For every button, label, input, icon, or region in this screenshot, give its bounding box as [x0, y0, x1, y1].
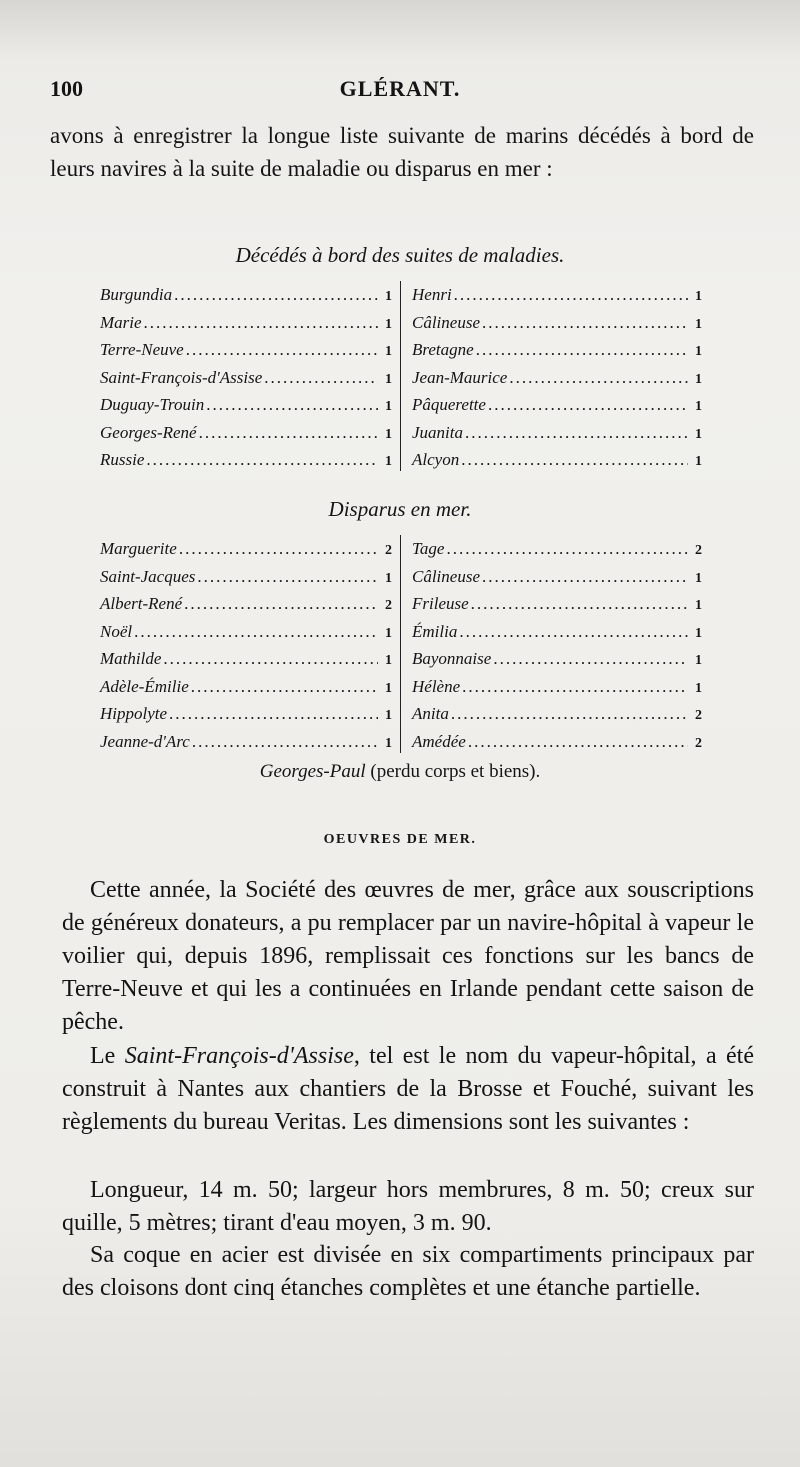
list-item: Adèle-Émilie ..... 1	[100, 673, 392, 701]
list-item: Câlineuse ..... 1	[412, 309, 702, 337]
lost-ship-name: Georges-Paul	[259, 761, 366, 782]
lost-ship-note	[50, 761, 750, 783]
list-item: Albert-René ..... 2	[100, 590, 392, 618]
missing-right-column	[412, 535, 702, 755]
list-item: Tage ..... 2	[412, 535, 702, 563]
deceased-title: Décédés à bord des suites de maladies.	[235, 243, 565, 267]
list-item: Noël ..... 1	[100, 618, 392, 646]
page-number: 100	[50, 76, 83, 101]
running-title: GLÉRANT.	[339, 76, 461, 101]
list-item: Duguay-Trouin ..... 1	[100, 391, 392, 419]
list-item: Bretagne ..... 1	[412, 336, 702, 364]
list-item: Terre-Neuve ..... 1	[100, 336, 392, 364]
list-item: Hippolyte ..... 1	[100, 700, 392, 728]
ship-name: Saint-François-d'Assise	[124, 1043, 354, 1069]
list-item: Jean-Maurice ..... 1	[412, 364, 702, 392]
intro-paragraph: avons à enregistrer la longue liste suivante de marins décédés à bord de leurs navires à la suite de maladie ou disparus en mer :	[50, 123, 754, 181]
list-item: Anita ..... 2	[412, 700, 702, 728]
list-item: Henri ..... 1	[412, 281, 702, 309]
page-header	[50, 76, 750, 106]
list-item: Georges-René ..... 1	[100, 419, 392, 447]
list-item: Burgundia ..... 1	[100, 281, 392, 309]
paragraph-3: Longueur, 14 m. 50; largeur hors membrures, 8 m. 50; creux sur quille, 5 mètres; tirant d'eau moyen, 3 m. 90.	[62, 1177, 754, 1236]
deceased-left-column	[100, 281, 392, 474]
column-divider	[400, 281, 401, 471]
list-item: Russie ..... 1	[100, 446, 392, 474]
missing-title: Disparus en mer.	[328, 497, 472, 521]
missing-left-column	[100, 535, 392, 755]
paragraph-4: Sa coque en acier est divisée en six compartiments principaux par des cloisons dont cinq étanches complètes et une étanche partielle.	[62, 1242, 754, 1301]
list-item: Marie ..... 1	[100, 309, 392, 337]
list-item: Frileuse ..... 1	[412, 590, 702, 618]
deceased-list	[100, 281, 700, 471]
list-item: Émilia ..... 1	[412, 618, 702, 646]
lost-ship-remark: (perdu corps et biens).	[365, 761, 541, 782]
list-item: Juanita ..... 1	[412, 419, 702, 447]
list-item: Pâquerette ..... 1	[412, 391, 702, 419]
list-item: Saint-François-d'Assise ..... 1	[100, 364, 392, 392]
list-item: Saint-Jacques ..... 1	[100, 563, 392, 591]
column-divider	[400, 535, 401, 753]
paragraph-1: Cette année, la Société des œuvres de mer, grâce aux souscriptions de généreux donateurs, a pu remplacer par un navire-hôpital à vapeur le voilier qui, depuis 1896, remplissait ces fonctions sur les bancs de Terre-Neuve et qui les a continuées en Irlande pendant cette saison de pêche.	[62, 877, 754, 1035]
list-item: Marguerite ..... 2	[100, 535, 392, 563]
list-item: Câlineuse ..... 1	[412, 563, 702, 591]
list-item: Amédée ..... 2	[412, 728, 702, 756]
deceased-right-column	[412, 281, 702, 474]
paragraph-2: Le Saint-François-d'Assise, tel est le nom du vapeur-hôpital, a été construit à Nantes aux chantiers de la Brosse et Fouché, suivant les règlements du bureau Veritas. Les dimensions sont les suivantes :	[62, 1043, 755, 1135]
list-item: Bayonnaise ..... 1	[412, 645, 702, 673]
list-item: Mathilde ..... 1	[100, 645, 392, 673]
list-item: Hélène ..... 1	[412, 673, 702, 701]
section-heading: OEUVRES DE MER.	[323, 832, 477, 847]
list-item: Alcyon ..... 1	[412, 446, 702, 474]
list-item: Jeanne-d'Arc ..... 1	[100, 728, 392, 756]
missing-list	[100, 535, 700, 755]
